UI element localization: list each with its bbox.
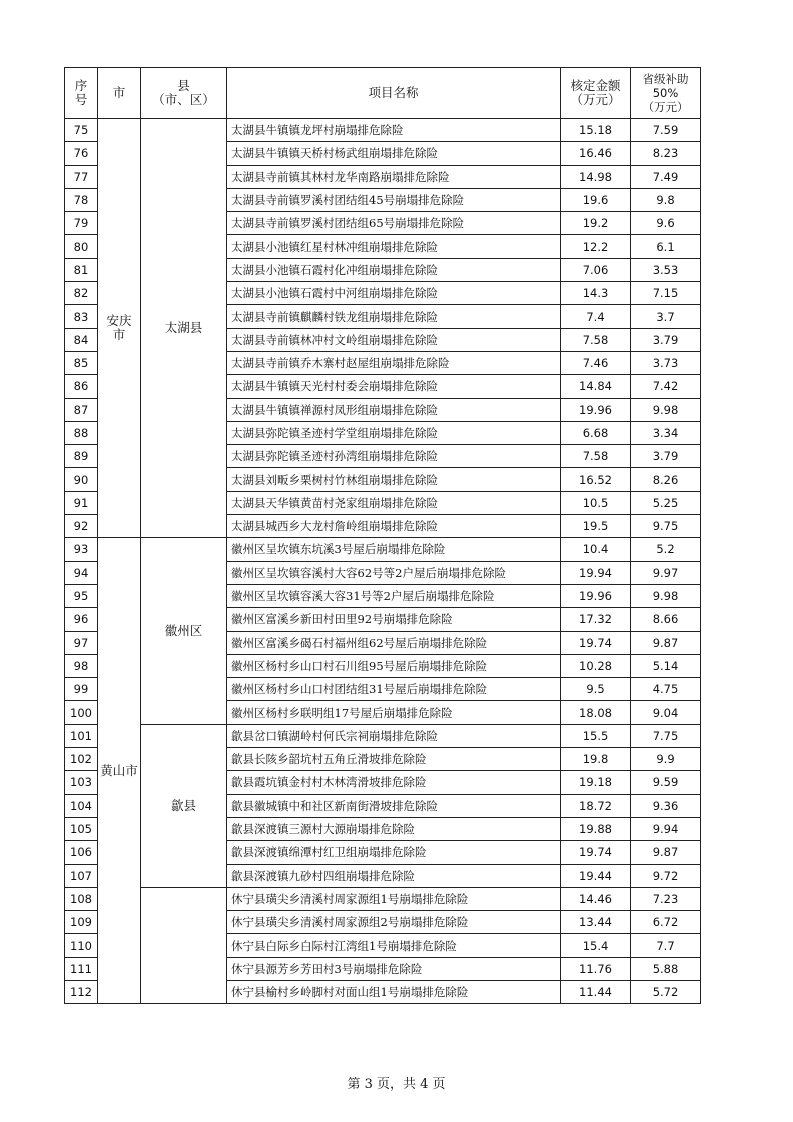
provincial-subsidy: 9.59 [631, 771, 701, 794]
provincial-subsidy: 6.72 [631, 911, 701, 934]
project-name: 休宁县源芳乡芳田村3号崩塌排危除险 [227, 957, 561, 980]
project-name: 太湖县寺前镇林冲村文岭组崩塌排危除险 [227, 328, 561, 351]
approved-amount: 6.68 [561, 421, 631, 444]
row-number: 84 [65, 328, 98, 351]
header-county: 县 （市、区） [141, 68, 227, 119]
project-name: 太湖县小池镇石霞村化冲组崩塌排危除险 [227, 258, 561, 281]
approved-amount: 11.44 [561, 980, 631, 1003]
row-number: 109 [65, 911, 98, 934]
row-number: 88 [65, 421, 98, 444]
approved-amount: 19.5 [561, 515, 631, 538]
project-name: 徽州区杨村乡联明组17号屋后崩塌排危除险 [227, 701, 561, 724]
project-name: 徽州区富溪乡新田村田里92号崩塌排危除险 [227, 608, 561, 631]
project-name: 徽州区富溪乡碣石村福州组62号屋后崩塌排危除险 [227, 631, 561, 654]
row-number: 87 [65, 398, 98, 421]
approved-amount: 10.4 [561, 538, 631, 561]
row-number: 99 [65, 678, 98, 701]
project-name: 休宁县白际乡白际村江湾组1号崩塌排危除险 [227, 934, 561, 957]
provincial-subsidy: 9.75 [631, 515, 701, 538]
approved-amount: 7.58 [561, 445, 631, 468]
approved-amount: 19.8 [561, 748, 631, 771]
approved-amount: 14.98 [561, 165, 631, 188]
provincial-subsidy: 9.8 [631, 188, 701, 211]
page-footer: 第 3 页，共 4 页 [347, 1077, 446, 1092]
approved-amount: 19.74 [561, 841, 631, 864]
provincial-subsidy: 9.72 [631, 864, 701, 887]
row-number: 110 [65, 934, 98, 957]
project-name: 徽州区呈坎镇东坑溪3号屋后崩塌排危除险 [227, 538, 561, 561]
row-number: 85 [65, 351, 98, 374]
row-number: 75 [65, 119, 98, 142]
city-cell: 黄山市 [98, 538, 141, 1004]
row-number: 94 [65, 561, 98, 584]
row-number: 76 [65, 142, 98, 165]
project-name: 太湖县牛镇镇天光村村委会崩塌排危除险 [227, 375, 561, 398]
provincial-subsidy: 7.42 [631, 375, 701, 398]
table-body [65, 119, 701, 1004]
provincial-subsidy: 8.26 [631, 468, 701, 491]
row-number: 103 [65, 771, 98, 794]
header-city: 市 [98, 68, 141, 119]
approved-amount: 19.44 [561, 864, 631, 887]
provincial-subsidy: 5.72 [631, 980, 701, 1003]
provincial-subsidy: 3.79 [631, 328, 701, 351]
approved-amount: 17.32 [561, 608, 631, 631]
project-name: 太湖县寺前镇麒麟村铁龙组崩塌排危除险 [227, 305, 561, 328]
provincial-subsidy: 6.1 [631, 235, 701, 258]
provincial-subsidy: 5.88 [631, 957, 701, 980]
project-name: 歙县霞坑镇金村村木林湾滑坡排危除险 [227, 771, 561, 794]
approved-amount: 19.2 [561, 212, 631, 235]
provincial-subsidy: 9.97 [631, 561, 701, 584]
project-name: 徽州区呈坎镇容溪大容31号等2户屋后崩塌排危除险 [227, 584, 561, 607]
row-number: 97 [65, 631, 98, 654]
approved-amount: 19.96 [561, 584, 631, 607]
project-name: 太湖县小池镇石霞村中河组崩塌排危除险 [227, 282, 561, 305]
provincial-subsidy: 9.87 [631, 841, 701, 864]
provincial-subsidy: 8.66 [631, 608, 701, 631]
table-header-row [65, 68, 701, 119]
row-number: 104 [65, 794, 98, 817]
approved-amount: 15.5 [561, 724, 631, 747]
project-name: 太湖县寺前镇罗溪村团结组65号崩塌排危除险 [227, 212, 561, 235]
approved-amount: 16.46 [561, 142, 631, 165]
project-name: 歙县深渡镇绵潭村红卫组崩塌排危除险 [227, 841, 561, 864]
approved-amount: 16.52 [561, 468, 631, 491]
approved-amount: 18.08 [561, 701, 631, 724]
approved-amount: 19.6 [561, 188, 631, 211]
project-name: 休宁县璜尖乡清溪村周家源组1号崩塌排危除险 [227, 887, 561, 910]
project-name: 徽州区呈坎镇容溪村大容62号等2户屋后崩塌排危除险 [227, 561, 561, 584]
project-name: 歙县长陔乡韶坑村五角丘滑坡排危除险 [227, 748, 561, 771]
project-name: 徽州区杨村乡山口村团结组31号屋后崩塌排危除险 [227, 678, 561, 701]
row-number: 89 [65, 445, 98, 468]
provincial-subsidy: 7.7 [631, 934, 701, 957]
approved-amount: 12.2 [561, 235, 631, 258]
provincial-subsidy: 7.59 [631, 119, 701, 142]
row-number: 80 [65, 235, 98, 258]
row-number: 92 [65, 515, 98, 538]
row-number: 79 [65, 212, 98, 235]
row-number: 93 [65, 538, 98, 561]
header-project: 项目名称 [227, 68, 561, 119]
provincial-subsidy: 3.53 [631, 258, 701, 281]
project-name: 歙县岔口镇湖岭村何氏宗祠崩塌排危除险 [227, 724, 561, 747]
project-name: 太湖县刘畈乡栗树村竹林组崩塌排危除险 [227, 468, 561, 491]
provincial-subsidy: 5.25 [631, 491, 701, 514]
approved-amount: 7.58 [561, 328, 631, 351]
project-name: 太湖县小池镇红星村林冲组崩塌排危除险 [227, 235, 561, 258]
approved-amount: 7.4 [561, 305, 631, 328]
approved-amount: 14.3 [561, 282, 631, 305]
approved-amount: 19.94 [561, 561, 631, 584]
row-number: 108 [65, 887, 98, 910]
provincial-subsidy: 7.15 [631, 282, 701, 305]
approved-amount: 10.28 [561, 654, 631, 677]
provincial-subsidy: 7.49 [631, 165, 701, 188]
row-number: 82 [65, 282, 98, 305]
project-name: 太湖县弥陀镇圣迹村孙湾组崩塌排危除险 [227, 445, 561, 468]
row-number: 107 [65, 864, 98, 887]
approved-amount: 9.5 [561, 678, 631, 701]
header-subsidy: 省级补助 50% （万元） [631, 68, 701, 119]
row-number: 111 [65, 957, 98, 980]
approved-amount: 19.88 [561, 817, 631, 840]
row-number: 98 [65, 654, 98, 677]
provincial-subsidy: 7.75 [631, 724, 701, 747]
provincial-subsidy: 9.87 [631, 631, 701, 654]
project-name: 太湖县弥陀镇圣迹村学堂组崩塌排危除险 [227, 421, 561, 444]
table-row [65, 538, 701, 561]
provincial-subsidy: 7.23 [631, 887, 701, 910]
provincial-subsidy: 9.6 [631, 212, 701, 235]
project-name: 太湖县寺前镇其林村龙华南路崩塌排危除险 [227, 165, 561, 188]
provincial-subsidy: 3.79 [631, 445, 701, 468]
approved-amount: 18.72 [561, 794, 631, 817]
row-number: 83 [65, 305, 98, 328]
row-number: 102 [65, 748, 98, 771]
project-name: 太湖县城西乡大龙村詹岭组崩塌排危除险 [227, 515, 561, 538]
approved-amount: 19.96 [561, 398, 631, 421]
project-name: 休宁县榆村乡岭脚村对面山组1号崩塌排危除险 [227, 980, 561, 1003]
approved-amount: 19.74 [561, 631, 631, 654]
row-number: 90 [65, 468, 98, 491]
approved-amount: 14.46 [561, 887, 631, 910]
county-cell [141, 887, 227, 1003]
project-name: 太湖县牛镇镇龙坪村崩塌排危除险 [227, 119, 561, 142]
row-number: 112 [65, 980, 98, 1003]
provincial-subsidy: 9.36 [631, 794, 701, 817]
approved-amount: 19.18 [561, 771, 631, 794]
county-cell: 太湖县 [141, 119, 227, 538]
header-amount: 核定金额 （万元） [561, 68, 631, 119]
provincial-subsidy: 4.75 [631, 678, 701, 701]
row-number: 86 [65, 375, 98, 398]
project-name: 休宁县璜尖乡清溪村周家源组2号崩塌排危除险 [227, 911, 561, 934]
row-number: 101 [65, 724, 98, 747]
row-number: 95 [65, 584, 98, 607]
provincial-subsidy: 9.04 [631, 701, 701, 724]
row-number: 81 [65, 258, 98, 281]
project-table [64, 67, 701, 1004]
provincial-subsidy: 5.14 [631, 654, 701, 677]
project-name: 太湖县牛镇镇禅源村凤形组崩塌排危除险 [227, 398, 561, 421]
provincial-subsidy: 3.73 [631, 351, 701, 374]
provincial-subsidy: 9.94 [631, 817, 701, 840]
project-name: 歙县深渡镇三源村大源崩塌排危除险 [227, 817, 561, 840]
approved-amount: 13.44 [561, 911, 631, 934]
approved-amount: 14.84 [561, 375, 631, 398]
table-row [65, 887, 701, 910]
provincial-subsidy: 3.7 [631, 305, 701, 328]
provincial-subsidy: 5.2 [631, 538, 701, 561]
row-number: 91 [65, 491, 98, 514]
provincial-subsidy: 8.23 [631, 142, 701, 165]
row-number: 77 [65, 165, 98, 188]
project-name: 歙县徽城镇中和社区新南街滑坡排危除险 [227, 794, 561, 817]
row-number: 106 [65, 841, 98, 864]
approved-amount: 7.46 [561, 351, 631, 374]
county-cell: 歙县 [141, 724, 227, 887]
table-row [65, 724, 701, 747]
approved-amount: 11.76 [561, 957, 631, 980]
row-number: 105 [65, 817, 98, 840]
provincial-subsidy: 9.9 [631, 748, 701, 771]
project-name: 太湖县寺前镇罗溪村团结组45号崩塌排危除险 [227, 188, 561, 211]
table-row [65, 119, 701, 142]
project-name: 徽州区杨村乡山口村石川组95号屋后崩塌排危除险 [227, 654, 561, 677]
county-cell: 徽州区 [141, 538, 227, 724]
provincial-subsidy: 3.34 [631, 421, 701, 444]
approved-amount: 15.18 [561, 119, 631, 142]
approved-amount: 7.06 [561, 258, 631, 281]
approved-amount: 15.4 [561, 934, 631, 957]
row-number: 100 [65, 701, 98, 724]
city-cell: 安庆 市 [98, 119, 141, 538]
project-name: 太湖县天华镇黄苗村尧家组崩塌排危除险 [227, 491, 561, 514]
project-name: 太湖县牛镇镇天桥村杨武组崩塌排危除险 [227, 142, 561, 165]
row-number: 78 [65, 188, 98, 211]
row-number: 96 [65, 608, 98, 631]
project-name: 太湖县寺前镇乔木寨村赵屋组崩塌排危除险 [227, 351, 561, 374]
project-name: 歙县深渡镇九砂村四组崩塌排危除险 [227, 864, 561, 887]
provincial-subsidy: 9.98 [631, 584, 701, 607]
provincial-subsidy: 9.98 [631, 398, 701, 421]
approved-amount: 10.5 [561, 491, 631, 514]
header-seq: 序 号 [65, 68, 98, 119]
